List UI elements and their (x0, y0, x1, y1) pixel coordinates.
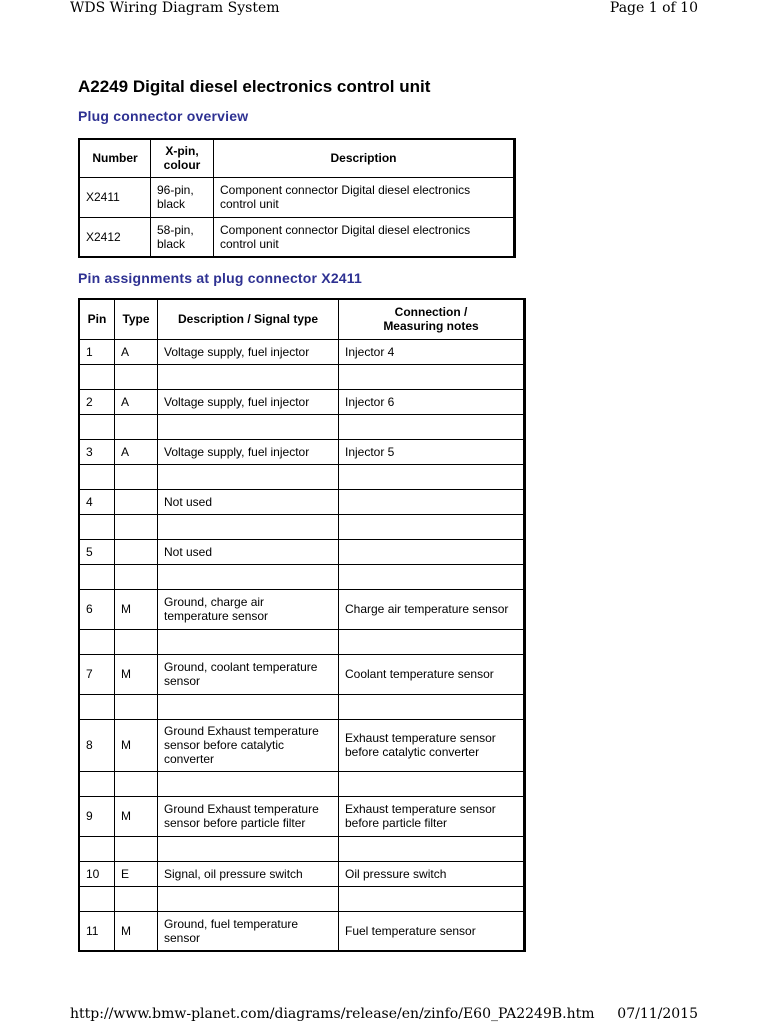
empty-cell (339, 414, 525, 439)
spacer-row (79, 514, 525, 539)
spacer-row (79, 364, 525, 389)
pin-number-cell: 6 (79, 589, 115, 629)
connector-xpin-cell: 58-pin, black (151, 217, 214, 257)
pin-row (79, 796, 525, 836)
pin-number-cell: 2 (79, 389, 115, 414)
empty-cell (115, 694, 158, 719)
column-header-connection-text: Connection / Measuring notes (383, 305, 479, 334)
pin-description-cell: Ground Exhaust temperature sensor before particle filter (158, 796, 339, 836)
empty-cell (158, 564, 339, 589)
spacer-row (79, 464, 525, 489)
pin-description-cell: Voltage supply, fuel injector (158, 439, 339, 464)
empty-cell (339, 836, 525, 861)
empty-cell (158, 364, 339, 389)
empty-cell (79, 364, 115, 389)
document-title: A2249 Digital diesel electronics control unit (78, 77, 431, 96)
column-header-pin: Pin (79, 299, 115, 339)
table-row (79, 177, 515, 217)
pin-connection-cell (339, 539, 525, 564)
pin-connection-cell: Injector 4 (339, 339, 525, 364)
empty-cell (79, 564, 115, 589)
empty-cell (79, 771, 115, 796)
table-row (79, 217, 515, 257)
page-number: Page 1 of 10 (609, 0, 698, 16)
pin-row (79, 439, 525, 464)
pin-row (79, 911, 525, 951)
column-header-xpin-text: X-pin, colour (163, 144, 201, 173)
empty-cell (158, 694, 339, 719)
empty-cell (158, 886, 339, 911)
empty-cell (158, 414, 339, 439)
empty-cell (339, 464, 525, 489)
pin-connection-cell: Fuel temperature sensor (339, 911, 525, 951)
pin-assignments-heading: Pin assignments at plug connector X2411 (78, 270, 362, 286)
pin-type-cell: A (115, 439, 158, 464)
overview-heading: Plug connector overview (78, 108, 249, 124)
pin-number-cell: 8 (79, 719, 115, 771)
pin-description-cell: Ground Exhaust temperature sensor before catalytic converter (158, 719, 339, 771)
empty-cell (115, 414, 158, 439)
pin-row (79, 589, 525, 629)
pin-row (79, 389, 525, 414)
column-header-xpin (151, 139, 214, 177)
empty-cell (115, 514, 158, 539)
empty-cell (115, 564, 158, 589)
pin-assignments-table (78, 298, 526, 952)
pin-connection-cell: Oil pressure switch (339, 861, 525, 886)
pin-connection-cell: Injector 6 (339, 389, 525, 414)
empty-cell (339, 694, 525, 719)
pin-number-cell: 11 (79, 911, 115, 951)
empty-cell (158, 836, 339, 861)
empty-cell (339, 514, 525, 539)
spacer-row (79, 694, 525, 719)
table-header-row (79, 139, 515, 177)
empty-cell (158, 629, 339, 654)
pin-connection-cell: Exhaust temperature sensor before particle filter (339, 796, 525, 836)
pin-number-cell: 7 (79, 654, 115, 694)
pin-connection-cell: Coolant temperature sensor (339, 654, 525, 694)
footer-url: http://www.bmw-planet.com/diagrams/release/en/zinfo/E60_PA2249B.htm (70, 1006, 595, 1022)
connector-overview-table (78, 138, 516, 258)
table-header-row (79, 299, 525, 339)
empty-cell (339, 886, 525, 911)
empty-cell (158, 771, 339, 796)
pin-type-cell (115, 539, 158, 564)
pin-number-cell: 9 (79, 796, 115, 836)
empty-cell (339, 771, 525, 796)
pin-description-cell: Ground, fuel temperature sensor (158, 911, 339, 951)
empty-cell (79, 629, 115, 654)
pin-row (79, 861, 525, 886)
connector-xpin-cell: 96-pin, black (151, 177, 214, 217)
column-header-description: Description (214, 139, 515, 177)
pin-type-cell: M (115, 654, 158, 694)
empty-cell (115, 886, 158, 911)
pin-number-cell: 1 (79, 339, 115, 364)
pin-number-cell: 4 (79, 489, 115, 514)
empty-cell (79, 464, 115, 489)
pin-description-cell: Voltage supply, fuel injector (158, 339, 339, 364)
empty-cell (158, 514, 339, 539)
pin-row (79, 539, 525, 564)
spacer-row (79, 629, 525, 654)
empty-cell (339, 364, 525, 389)
empty-cell (115, 629, 158, 654)
empty-cell (115, 771, 158, 796)
pin-type-cell: M (115, 589, 158, 629)
pin-connection-cell (339, 489, 525, 514)
pin-type-cell: M (115, 796, 158, 836)
connector-description-cell: Component connector Digital diesel electronics control unit (214, 177, 515, 217)
empty-cell (115, 836, 158, 861)
spacer-row (79, 836, 525, 861)
pin-row (79, 719, 525, 771)
empty-cell (115, 464, 158, 489)
connector-number-cell: X2412 (79, 217, 151, 257)
spacer-row (79, 886, 525, 911)
connector-description-cell: Component connector Digital diesel electronics control unit (214, 217, 515, 257)
page-header-title: WDS Wiring Diagram System (70, 0, 280, 16)
column-header-description: Description / Signal type (158, 299, 339, 339)
pin-type-cell: M (115, 719, 158, 771)
spacer-row (79, 414, 525, 439)
pin-description-cell: Ground, charge air temperature sensor (158, 589, 339, 629)
empty-cell (79, 886, 115, 911)
footer-date: 07/11/2015 (617, 1006, 698, 1022)
pin-number-cell: 10 (79, 861, 115, 886)
column-header-connection (339, 299, 525, 339)
column-header-type: Type (115, 299, 158, 339)
pin-description-cell: Signal, oil pressure switch (158, 861, 339, 886)
empty-cell (158, 464, 339, 489)
pin-description-cell: Voltage supply, fuel injector (158, 389, 339, 414)
empty-cell (79, 514, 115, 539)
pin-number-cell: 5 (79, 539, 115, 564)
spacer-row (79, 771, 525, 796)
pin-description-cell: Not used (158, 489, 339, 514)
pin-type-cell: M (115, 911, 158, 951)
pin-connection-cell: Charge air temperature sensor (339, 589, 525, 629)
pin-description-cell: Not used (158, 539, 339, 564)
pin-type-cell (115, 489, 158, 514)
empty-cell (339, 564, 525, 589)
empty-cell (115, 364, 158, 389)
spacer-row (79, 564, 525, 589)
empty-cell (79, 836, 115, 861)
pin-row (79, 339, 525, 364)
column-header-number: Number (79, 139, 151, 177)
empty-cell (79, 694, 115, 719)
pin-row (79, 489, 525, 514)
connector-number-cell: X2411 (79, 177, 151, 217)
pin-connection-cell: Injector 5 (339, 439, 525, 464)
pin-number-cell: 3 (79, 439, 115, 464)
empty-cell (339, 629, 525, 654)
pin-row (79, 654, 525, 694)
pin-type-cell: A (115, 389, 158, 414)
pin-type-cell: E (115, 861, 158, 886)
pin-description-cell: Ground, coolant temperature sensor (158, 654, 339, 694)
pin-connection-cell: Exhaust temperature sensor before catalytic converter (339, 719, 525, 771)
pin-type-cell: A (115, 339, 158, 364)
empty-cell (79, 414, 115, 439)
